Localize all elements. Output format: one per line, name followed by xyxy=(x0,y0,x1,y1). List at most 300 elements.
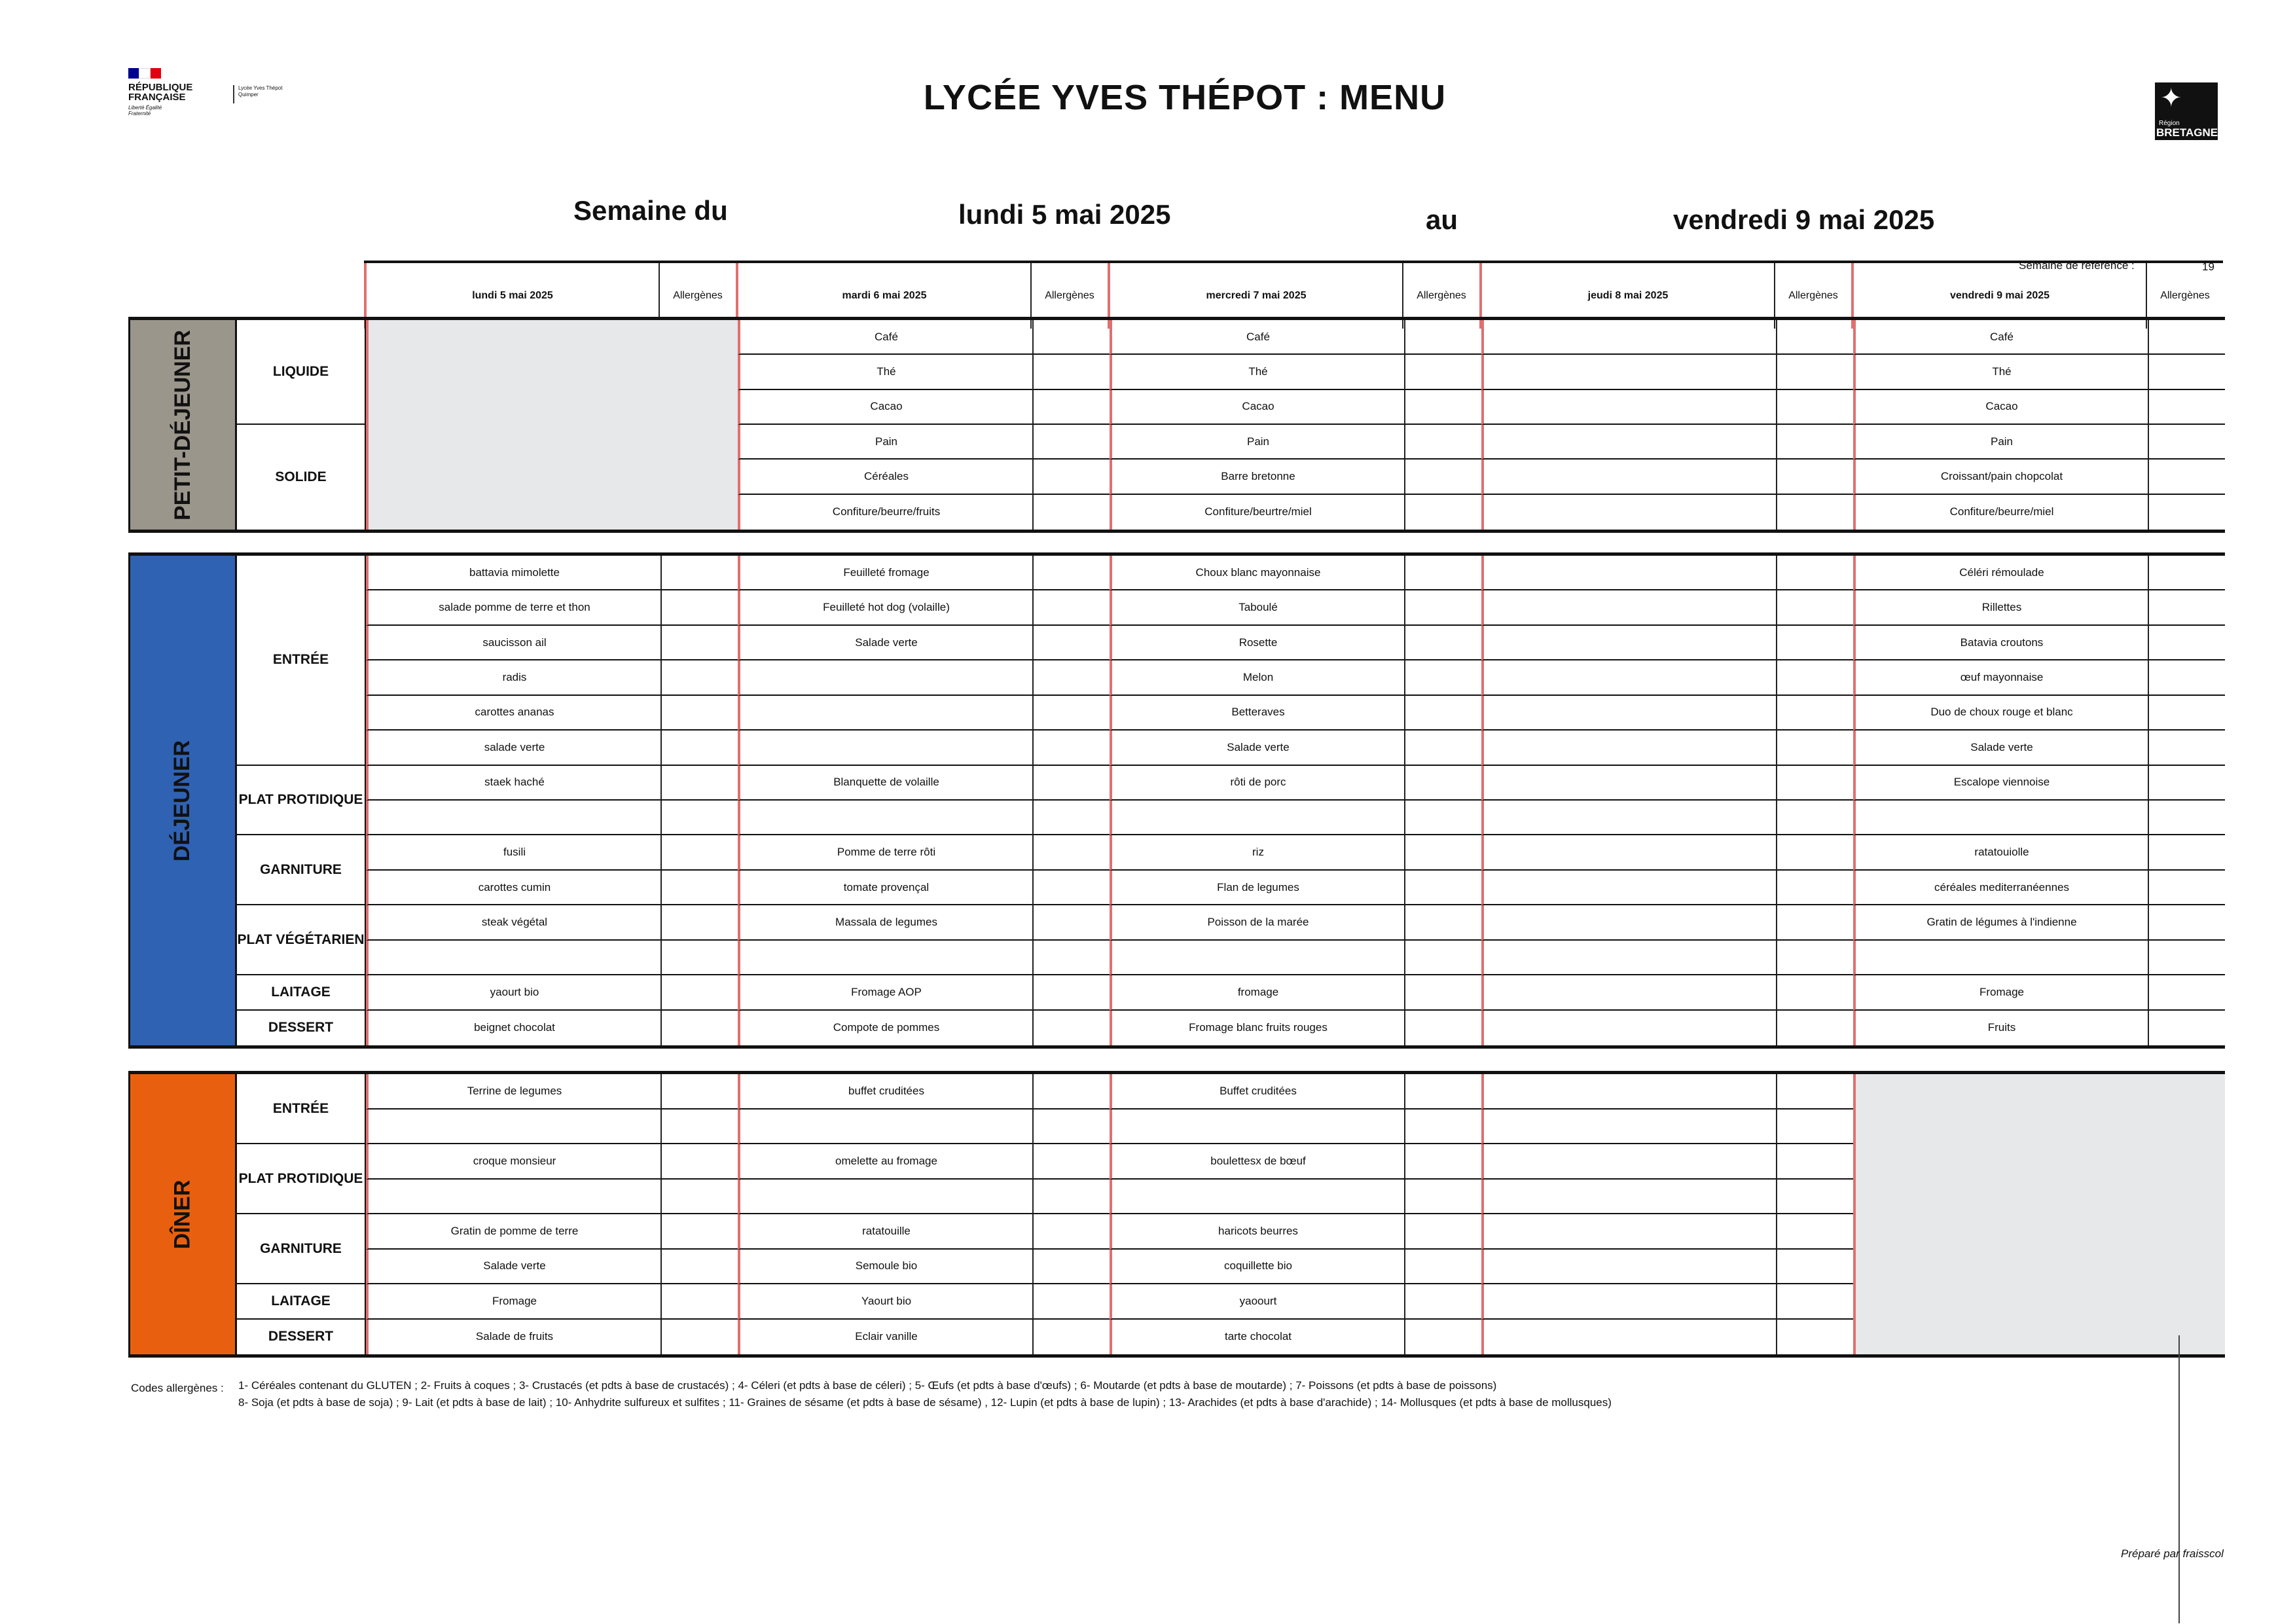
allergen-cell xyxy=(660,1250,738,1285)
dinner-band xyxy=(130,1074,237,1354)
menu-item-cell: Fromage xyxy=(366,1284,660,1320)
allergen-cell xyxy=(1776,905,1853,940)
republique-francaise-logo xyxy=(128,68,298,134)
menu-item-cell xyxy=(1481,1144,1776,1180)
menu-item-cell xyxy=(1481,975,1776,1010)
menu-item-cell xyxy=(738,1110,1032,1145)
allergen-cell xyxy=(1032,766,1110,801)
column-header-allergens: Allergènes xyxy=(2146,263,2223,329)
lunch-band xyxy=(130,556,237,1045)
allergen-cell xyxy=(1032,905,1110,940)
allergen-cell xyxy=(1032,1284,1110,1320)
week-to-label: au xyxy=(1426,204,1458,235)
menu-item-cell xyxy=(1481,460,1776,494)
dinner-grid xyxy=(237,1074,2225,1354)
allergen-cell xyxy=(2148,460,2225,494)
breakfast-label: PETIT-DÉJEUNER xyxy=(170,329,195,520)
menu-item-cell: Salade verte xyxy=(366,1250,660,1285)
allergen-cell xyxy=(2148,835,2225,870)
menu-item-cell: riz xyxy=(1110,835,1404,870)
menu-item-cell: Thé xyxy=(1110,355,1404,389)
republic-name: RÉPUBLIQUE FRANÇAISE xyxy=(128,82,193,103)
allergen-cell xyxy=(660,835,738,870)
menu-item-cell xyxy=(1853,801,2148,835)
menu-item-cell xyxy=(366,1180,660,1215)
allergen-cell xyxy=(660,941,738,975)
category-label: ENTRÉE xyxy=(237,556,366,766)
allergen-cell xyxy=(1404,355,1481,389)
menu-item-cell: Pain xyxy=(1853,425,2148,460)
menu-item-cell: Fromage xyxy=(1853,975,2148,1010)
column-header-allergens: Allergènes xyxy=(1030,263,1108,329)
allergen-cell xyxy=(660,1320,738,1355)
menu-item-cell xyxy=(1481,556,1776,590)
menu-item-cell: Escalope viennoise xyxy=(1853,766,2148,801)
allergen-cell xyxy=(1404,941,1481,975)
menu-item-cell xyxy=(1481,590,1776,625)
menu-item-cell: Duo de choux rouge et blanc xyxy=(1853,696,2148,731)
allergen-cell xyxy=(1032,975,1110,1010)
allergen-cell xyxy=(2148,731,2225,765)
allergen-cell xyxy=(1776,801,1853,835)
allergen-cell xyxy=(1404,425,1481,460)
menu-item-cell: croque monsieur xyxy=(366,1144,660,1180)
allergen-cell xyxy=(1404,801,1481,835)
menu-item-cell xyxy=(1481,320,1776,355)
menu-item-cell xyxy=(366,941,660,975)
menu-item-cell: Café xyxy=(1110,320,1404,355)
allergen-cell xyxy=(1776,1320,1853,1355)
lunch-label: DÉJEUNER xyxy=(170,740,195,861)
allergen-cell xyxy=(2148,626,2225,660)
allergen-cell xyxy=(660,556,738,590)
column-header-allergens: Allergènes xyxy=(1402,263,1479,329)
menu-item-cell xyxy=(1110,1110,1404,1145)
allergen-cell xyxy=(2148,696,2225,731)
category-label: LAITAGE xyxy=(237,1284,366,1320)
week-from-label: Semaine du xyxy=(573,195,728,226)
allergen-cell xyxy=(1776,1074,1853,1110)
menu-item-cell xyxy=(1110,1180,1404,1215)
menu-item-cell: salade pomme de terre et thon xyxy=(366,590,660,625)
allergen-cell xyxy=(1032,556,1110,590)
menu-item-cell: ratatouille xyxy=(738,1214,1032,1250)
page-title: LYCÉE YVES THÉPOT : MENU xyxy=(923,78,1447,117)
menu-item-cell xyxy=(1481,1250,1776,1285)
menu-item-cell: Melon xyxy=(1110,660,1404,695)
allergen-cell xyxy=(660,1284,738,1320)
menu-item-cell xyxy=(1481,731,1776,765)
menu-item-cell xyxy=(1481,801,1776,835)
allergen-codes-label: Codes allergènes : xyxy=(131,1382,224,1394)
allergen-cell xyxy=(1404,975,1481,1010)
allergen-cell xyxy=(2148,425,2225,460)
menu-item-cell: carottes cumin xyxy=(366,871,660,905)
menu-item-cell: Terrine de legumes xyxy=(366,1074,660,1110)
allergen-cell xyxy=(2148,495,2225,530)
allergen-cell xyxy=(1404,1320,1481,1355)
allergen-cell xyxy=(660,1110,738,1145)
menu-item-cell: Semoule bio xyxy=(738,1250,1032,1285)
column-header-day: vendredi 9 mai 2025 xyxy=(1851,263,2146,329)
allergen-cell xyxy=(1404,1011,1481,1045)
menu-item-cell: Salade de fruits xyxy=(366,1320,660,1355)
category-label: LAITAGE xyxy=(237,975,366,1010)
menu-item-cell: boulettesx de bœuf xyxy=(1110,1144,1404,1180)
allergen-cell xyxy=(1776,1284,1853,1320)
allergen-cell xyxy=(2148,390,2225,425)
menu-item-cell: Blanquette de volaille xyxy=(738,766,1032,801)
allergen-cell xyxy=(1032,871,1110,905)
allergen-cell xyxy=(1776,1250,1853,1285)
menu-item-cell xyxy=(1481,941,1776,975)
menu-item-cell xyxy=(366,801,660,835)
allergen-cell xyxy=(1032,460,1110,494)
column-header-allergens: Allergènes xyxy=(659,263,736,329)
menu-item-cell: Céléri rémoulade xyxy=(1853,556,2148,590)
category-label: PLAT PROTIDIQUE xyxy=(237,766,366,836)
allergen-cell xyxy=(2148,660,2225,695)
allergen-cell xyxy=(1404,1180,1481,1215)
allergen-cell xyxy=(1032,1250,1110,1285)
allergen-cell xyxy=(1032,1074,1110,1110)
menu-item-cell: Cacao xyxy=(738,390,1032,425)
allergen-cell xyxy=(1404,390,1481,425)
menu-item-cell xyxy=(1481,1214,1776,1250)
allergen-cell xyxy=(1032,590,1110,625)
allergen-cell xyxy=(1776,1214,1853,1250)
menu-item-cell: steak végétal xyxy=(366,905,660,940)
allergen-cell xyxy=(1776,320,1853,355)
menu-item-cell xyxy=(1481,1320,1776,1355)
allergen-cell xyxy=(2148,590,2225,625)
allergen-cell xyxy=(1032,801,1110,835)
category-label: GARNITURE xyxy=(237,1214,366,1284)
menu-item-cell: Cacao xyxy=(1853,390,2148,425)
allergen-cell xyxy=(1404,660,1481,695)
breakfast-grid xyxy=(237,320,2225,530)
menu-item-cell: Poisson de la marée xyxy=(1110,905,1404,940)
menu-item-cell: Choux blanc mayonnaise xyxy=(1110,556,1404,590)
allergen-cell xyxy=(1404,590,1481,625)
allergen-cell xyxy=(660,801,738,835)
allergen-cell xyxy=(1404,626,1481,660)
allergen-cell xyxy=(660,905,738,940)
allergen-cell xyxy=(1032,696,1110,731)
allergen-cell xyxy=(1776,390,1853,425)
menu-item-cell: beignet chocolat xyxy=(366,1011,660,1045)
republic-motto: Liberté Égalité Fraternité xyxy=(128,105,162,117)
column-header-day: mardi 6 mai 2025 xyxy=(736,263,1030,329)
allergen-cell xyxy=(1032,320,1110,355)
allergen-cell xyxy=(1032,1320,1110,1355)
school-small-name: Lycée Yves Thépot Quimper xyxy=(238,85,283,98)
menu-item-cell: Taboulé xyxy=(1110,590,1404,625)
allergen-cell xyxy=(2148,355,2225,389)
menu-item-cell: Pain xyxy=(1110,425,1404,460)
allergen-cell xyxy=(1032,1180,1110,1215)
column-header-day: lundi 5 mai 2025 xyxy=(364,263,659,329)
menu-item-cell: Eclair vanille xyxy=(738,1320,1032,1355)
menu-item-cell: ratatouiolle xyxy=(1853,835,2148,870)
allergen-cell xyxy=(2148,766,2225,801)
menu-item-cell: Confiture/beurtre/miel xyxy=(1110,495,1404,530)
reference-week-value: 19 xyxy=(2202,261,2214,273)
allergen-cell xyxy=(1404,320,1481,355)
allergen-cell xyxy=(1032,1214,1110,1250)
week-end-date: vendredi 9 mai 2025 xyxy=(1673,204,1935,235)
category-label: GARNITURE xyxy=(237,835,366,905)
lunch-grid xyxy=(237,556,2225,1045)
menu-item-cell: tomate provençal xyxy=(738,871,1032,905)
menu-item-cell xyxy=(1481,835,1776,870)
menu-item-cell xyxy=(1481,766,1776,801)
category-label: PLAT VÉGÉTARIEN xyxy=(237,905,366,975)
menu-item-cell xyxy=(1481,1011,1776,1045)
no-service-cell xyxy=(366,320,738,530)
menu-item-cell: Salade verte xyxy=(738,626,1032,660)
menu-item-cell xyxy=(738,696,1032,731)
menu-item-cell: Croissant/pain chopcolat xyxy=(1853,460,2148,494)
allergen-cell xyxy=(1776,731,1853,765)
menu-item-cell: Gratin de légumes à l'indienne xyxy=(1853,905,2148,940)
menu-item-cell: Fromage AOP xyxy=(738,975,1032,1010)
menu-item-cell xyxy=(1481,1110,1776,1145)
menu-item-cell xyxy=(1481,905,1776,940)
allergen-cell xyxy=(1404,460,1481,494)
menu-item-cell: Café xyxy=(1853,320,2148,355)
reference-week-label: Semaine de référence : xyxy=(2019,259,2135,272)
category-label: ENTRÉE xyxy=(237,1074,366,1144)
allergen-cell xyxy=(1404,1144,1481,1180)
menu-item-cell: staek haché xyxy=(366,766,660,801)
menu-item-cell xyxy=(1853,941,2148,975)
allergen-cell xyxy=(660,1074,738,1110)
menu-item-cell xyxy=(1481,355,1776,389)
allergen-cell xyxy=(2148,556,2225,590)
menu-item-cell: Gratin de pomme de terre xyxy=(366,1214,660,1250)
allergen-cell xyxy=(1032,731,1110,765)
menu-item-cell: Batavia croutons xyxy=(1853,626,2148,660)
menu-item-cell xyxy=(1110,941,1404,975)
logo-separator xyxy=(233,85,234,103)
menu-item-cell: Pomme de terre rôti xyxy=(738,835,1032,870)
column-header-day: jeudi 8 mai 2025 xyxy=(1479,263,1774,329)
region-small-label: Région xyxy=(2159,120,2180,127)
allergen-cell xyxy=(1404,871,1481,905)
allergen-cell xyxy=(660,1180,738,1215)
allergen-cell xyxy=(660,871,738,905)
allergen-cell xyxy=(1032,355,1110,389)
allergen-cell xyxy=(1032,626,1110,660)
menu-item-cell xyxy=(1481,660,1776,695)
allergen-cell xyxy=(1776,1144,1853,1180)
menu-item-cell: Feuilleté fromage xyxy=(738,556,1032,590)
allergen-cell xyxy=(660,1011,738,1045)
allergen-cell xyxy=(1032,1110,1110,1145)
allergen-cell xyxy=(1404,766,1481,801)
french-flag-icon xyxy=(128,68,161,79)
menu-item-cell: Rillettes xyxy=(1853,590,2148,625)
menu-item-cell: Rosette xyxy=(1110,626,1404,660)
menu-item-cell: Barre bretonne xyxy=(1110,460,1404,494)
allergen-cell xyxy=(1776,495,1853,530)
menu-item-cell: Thé xyxy=(1853,355,2148,389)
menu-item-cell: Feuilleté hot dog (volaille) xyxy=(738,590,1032,625)
allergen-cell xyxy=(1032,1144,1110,1180)
allergen-cell xyxy=(1776,766,1853,801)
allergen-cell xyxy=(1776,590,1853,625)
menu-item-cell xyxy=(1481,425,1776,460)
allergen-cell xyxy=(1404,1074,1481,1110)
menu-item-cell: coquillette bio xyxy=(1110,1250,1404,1285)
bird-icon: ✦ xyxy=(2160,84,2182,113)
menu-item-cell: Café xyxy=(738,320,1032,355)
allergen-cell xyxy=(2148,1011,2225,1045)
menu-item-cell xyxy=(1110,801,1404,835)
category-label: LIQUIDE xyxy=(237,320,366,425)
allergen-cell xyxy=(660,590,738,625)
allergen-codes-line: 8- Soja (et pdts à base de soja) ; 9- Lait (et pdts à base de lait) ; 10- Anhydrite sulfureux et sulfites ; 11- Graines de sésame (et pdts à base de sésame) , 12- Lupin (et pdts à base de lupin) ; 13- Arachides (et pdts à base d'arachide) ; 14- Mollusques (et pdts à base de mollusques) xyxy=(238,1396,1612,1409)
allergen-cell xyxy=(660,766,738,801)
menu-item-cell: Thé xyxy=(738,355,1032,389)
allergen-cell xyxy=(660,975,738,1010)
menu-item-cell: yaoourt xyxy=(1110,1284,1404,1320)
lunch-section xyxy=(128,552,2225,1049)
allergen-cell xyxy=(2148,941,2225,975)
allergen-cell xyxy=(1776,1180,1853,1215)
region-bretagne-logo xyxy=(2155,82,2218,140)
menu-item-cell: Fruits xyxy=(1853,1011,2148,1045)
allergen-cell xyxy=(660,1214,738,1250)
allergen-cell xyxy=(1404,1110,1481,1145)
menu-item-cell xyxy=(738,731,1032,765)
dinner-section xyxy=(128,1071,2225,1358)
menu-item-cell: Fromage blanc fruits rouges xyxy=(1110,1011,1404,1045)
allergen-cell xyxy=(1776,460,1853,494)
menu-item-cell: yaourt bio xyxy=(366,975,660,1010)
menu-item-cell: salade verte xyxy=(366,731,660,765)
allergen-cell xyxy=(1776,941,1853,975)
menu-item-cell: fusili xyxy=(366,835,660,870)
column-header-allergens: Allergènes xyxy=(1774,263,1851,329)
menu-item-cell: Yaourt bio xyxy=(738,1284,1032,1320)
menu-item-cell: Cacao xyxy=(1110,390,1404,425)
allergen-cell xyxy=(1404,1250,1481,1285)
menu-item-cell xyxy=(1481,390,1776,425)
allergen-cell xyxy=(1776,626,1853,660)
allergen-cell xyxy=(1776,871,1853,905)
menu-item-cell: céréales mediterranéennes xyxy=(1853,871,2148,905)
menu-item-cell xyxy=(1481,696,1776,731)
allergen-cell xyxy=(1032,425,1110,460)
allergen-cell xyxy=(1776,1110,1853,1145)
menu-item-cell: buffet cruditées xyxy=(738,1074,1032,1110)
menu-item-cell: battavia mimolette xyxy=(366,556,660,590)
breakfast-section xyxy=(128,317,2225,533)
allergen-cell xyxy=(660,1144,738,1180)
menu-item-cell: Confiture/beurre/miel xyxy=(1853,495,2148,530)
allergen-cell xyxy=(1032,660,1110,695)
menu-item-cell: fromage xyxy=(1110,975,1404,1010)
menu-item-cell xyxy=(738,1180,1032,1215)
menu-item-cell xyxy=(366,1110,660,1145)
menu-item-cell: radis xyxy=(366,660,660,695)
menu-item-cell xyxy=(1481,1284,1776,1320)
allergen-cell xyxy=(2148,871,2225,905)
allergen-cell xyxy=(1032,1011,1110,1045)
allergen-cell xyxy=(660,660,738,695)
allergen-cell xyxy=(1032,835,1110,870)
category-label: DESSERT xyxy=(237,1320,366,1355)
scan-artifact-line xyxy=(2178,1335,2180,1623)
menu-item-cell xyxy=(1481,626,1776,660)
no-service-cell xyxy=(1853,1074,2225,1354)
menu-item-cell: carottes ananas xyxy=(366,696,660,731)
allergen-cell xyxy=(1404,696,1481,731)
menu-item-cell: tarte chocolat xyxy=(1110,1320,1404,1355)
week-start-date: lundi 5 mai 2025 xyxy=(958,199,1171,230)
allergen-cell xyxy=(1032,495,1110,530)
allergen-cell xyxy=(660,626,738,660)
menu-item-cell: saucisson ail xyxy=(366,626,660,660)
allergen-cell xyxy=(1776,556,1853,590)
menu-item-cell xyxy=(1481,1180,1776,1215)
menu-item-cell: rôti de porc xyxy=(1110,766,1404,801)
menu-item-cell: Pain xyxy=(738,425,1032,460)
allergen-cell xyxy=(1404,556,1481,590)
allergen-cell xyxy=(2148,801,2225,835)
menu-item-cell: Céréales xyxy=(738,460,1032,494)
allergen-cell xyxy=(2148,320,2225,355)
category-label: DESSERT xyxy=(237,1011,366,1045)
allergen-cell xyxy=(1404,905,1481,940)
menu-item-cell: haricots beurres xyxy=(1110,1214,1404,1250)
allergen-cell xyxy=(1776,975,1853,1010)
menu-item-cell xyxy=(738,660,1032,695)
allergen-codes-line: 1- Céréales contenant du GLUTEN ; 2- Fruits à coques ; 3- Crustacés (et pdts à base de crustacés) ; 4- Céleri (et pdts à base de céleri) ; 5- Œufs (et pdts à base d'œufs) ; 6- Moutarde (et pdts à base de moutarde) ; 7- Poissons (et pdts à base de poissons) xyxy=(238,1379,1497,1392)
allergen-cell xyxy=(1776,425,1853,460)
menu-item-cell: Salade verte xyxy=(1853,731,2148,765)
menu-item-cell: Salade verte xyxy=(1110,731,1404,765)
allergen-cell xyxy=(2148,905,2225,940)
allergen-cell xyxy=(1404,495,1481,530)
menu-item-cell xyxy=(1481,495,1776,530)
allergen-cell xyxy=(1404,1284,1481,1320)
menu-item-cell xyxy=(738,801,1032,835)
breakfast-band xyxy=(130,320,237,530)
allergen-cell xyxy=(1776,355,1853,389)
dinner-label: DÎNER xyxy=(170,1180,195,1249)
allergen-cell xyxy=(1776,1011,1853,1045)
category-label: PLAT PROTIDIQUE xyxy=(237,1144,366,1214)
menu-item-cell: omelette au fromage xyxy=(738,1144,1032,1180)
category-label: SOLIDE xyxy=(237,425,366,530)
allergen-cell xyxy=(1032,941,1110,975)
menu-item-cell: Confiture/beurre/fruits xyxy=(738,495,1032,530)
allergen-cell xyxy=(660,696,738,731)
allergen-cell xyxy=(1776,835,1853,870)
allergen-cell xyxy=(1776,660,1853,695)
allergen-cell xyxy=(1776,696,1853,731)
menu-item-cell xyxy=(1481,1074,1776,1110)
allergen-cell xyxy=(1404,1214,1481,1250)
region-label: BRETAGNE xyxy=(2156,126,2218,139)
prepared-by: Préparé par fraisscol xyxy=(2121,1547,2224,1560)
allergen-cell xyxy=(660,731,738,765)
allergen-cell xyxy=(2148,975,2225,1010)
allergen-cell xyxy=(1032,390,1110,425)
